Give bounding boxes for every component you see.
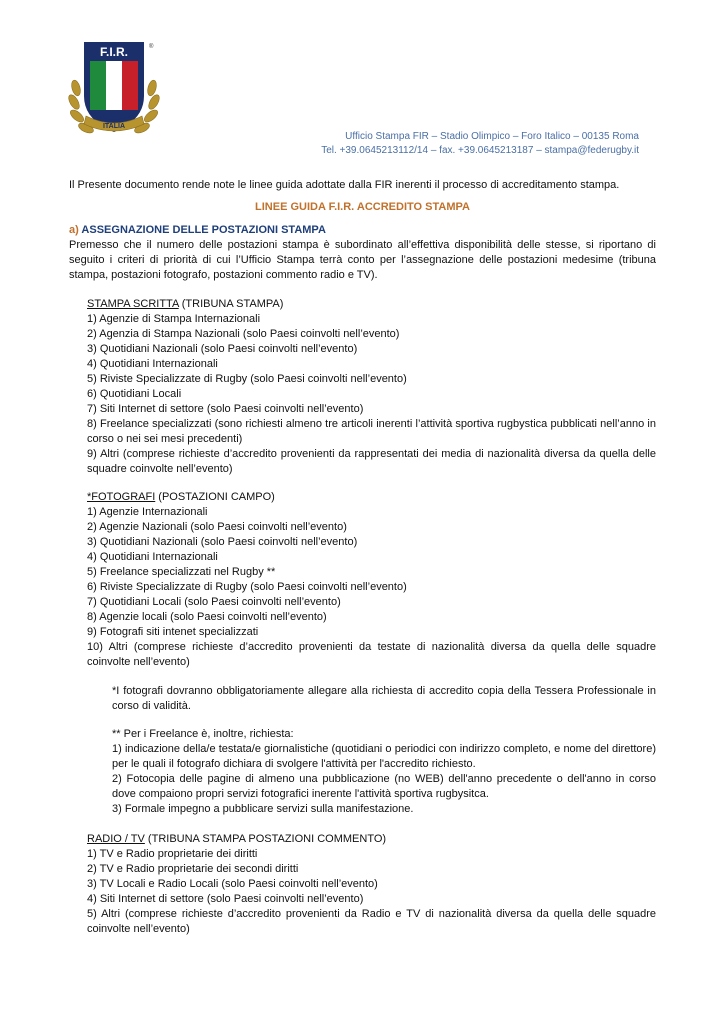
list-item: 1) Agenzie di Stampa Internazionali	[87, 313, 261, 325]
list-item: 2) Agenzie Nazionali (solo Paesi coinvolti nell’evento)	[87, 521, 347, 533]
fir-logo	[66, 38, 162, 144]
list-item: 8) Agenzie locali (solo Paesi coinvolti nell’evento)	[87, 611, 327, 623]
list-item: 10) Altri (comprese richieste d’accredito provenienti da testate di nazionalità diversa da quella delle squadre coinvolte nell’evento)	[87, 641, 656, 668]
list-item: 1) Agenzie Internazionali	[87, 506, 208, 518]
list-item: 5) Freelance specializzati nel Rugby **	[87, 566, 276, 578]
requirements-heading: ** Per i Freelance è, inoltre, richiesta:	[112, 728, 294, 740]
list-item: 7) Quotidiani Locali (solo Paesi coinvolti nell’evento)	[87, 596, 341, 608]
office-address: Ufficio Stampa FIR – Stadio Olimpico – Foro Italico – 00135 Roma	[345, 131, 639, 142]
list-item: 4) Quotidiani Internazionali	[87, 551, 218, 563]
list-item: 1) indicazione della/e testata/e giornalistiche (quotidiani o periodici con indirizzo completo, e nome del direttore) per le quali il fotografo dichiara di svolgere l'attività per l'accredito richiesto.	[112, 743, 656, 770]
intro-text: Il Presente documento rende note le linee guida adottate dalla FIR inerenti il processo di accreditamento stampa.	[69, 179, 620, 191]
logo-top-text: F.I.R.	[99, 45, 129, 59]
list-item: 6) Riviste Specializzate di Rugby (solo Paesi coinvolti nell’evento)	[87, 581, 407, 593]
section-a-title	[69, 224, 326, 236]
list-item: 3) TV Locali e Radio Locali (solo Paesi coinvolti nell’evento)	[87, 878, 378, 890]
list-heading: STAMPA SCRITTA (TRIBUNA STAMPA)	[87, 298, 284, 310]
list-heading: *FOTOGRAFI (POSTAZIONI CAMPO)	[87, 491, 275, 503]
list-item: 8) Freelance specializzati (sono richiesti almeno tre articoli inerenti l’attività sportiva rugbystica pubblicati nell’anno in corso o nei sei mesi precedenti)	[87, 418, 656, 445]
freelance-requirements	[112, 727, 656, 817]
list-item: 3) Formale impegno a pubblicare servizi sulla manifestazione.	[112, 803, 414, 815]
radio-tv-list	[87, 832, 656, 937]
fotografi-note: *I fotografi dovranno obbligatoriamente allegare alla richiesta di accredito copia della Tessera Professionale in corso di validità.	[112, 685, 656, 712]
registered-mark: ®	[149, 44, 154, 50]
list-item: 9) Altri (comprese richieste d’accredito provenienti da rappresentati dei media di nazionalità diversa da quella delle squadre coinvolte nell’evento)	[87, 448, 656, 475]
list-item: 3) Quotidiani Nazionali (solo Paesi coinvolti nell’evento)	[87, 343, 358, 355]
list-item: 5) Riviste Specializzate di Rugby (solo Paesi coinvolti nell’evento)	[87, 373, 407, 385]
section-a-paragraph: Premesso che il numero delle postazioni stampa è subordinato all’effettiva disponibilità delle stesse, si riportano di seguito i criteri di priorità di cui l’Ufficio Stampa terrà conto per l’assegnazione delle postazioni medesime (tribuna stampa, postazioni fotografo, postazioni commento radio e TV).	[69, 239, 656, 281]
document-title: LINEE GUIDA F.I.R. ACCREDITO STAMPA	[255, 201, 470, 213]
fotografi-list	[87, 490, 656, 670]
list-item: 2) Agenzia di Stampa Nazionali (solo Paesi coinvolti nell’evento)	[87, 328, 400, 340]
office-phone-email: Tel. +39.0645213112/14 – fax. +39.0645213187 – stampa@federugby.it	[321, 145, 639, 156]
office-contact	[321, 130, 639, 158]
list-item: 2) TV e Radio proprietarie dei secondi diritti	[87, 863, 299, 875]
section-title-text: ASSEGNAZIONE DELLE POSTAZIONI STAMPA	[78, 224, 326, 236]
list-item: 6) Quotidiani Locali	[87, 388, 182, 400]
list-item: 3) Quotidiani Nazionali (solo Paesi coinvolti nell’evento)	[87, 536, 358, 548]
logo-band-text: ITALIA	[102, 123, 126, 130]
list-item: 1) TV e Radio proprietarie dei diritti	[87, 848, 258, 860]
list-item: 7) Siti Internet di settore (solo Paesi coinvolti nell’evento)	[87, 403, 364, 415]
list-heading: RADIO / TV (TRIBUNA STAMPA POSTAZIONI COMMENTO)	[87, 833, 387, 845]
list-item: 5) Altri (comprese richieste d’accredito provenienti da Radio e TV di nazionalità diversa da quella delle squadre coinvolte nell’evento)	[87, 908, 656, 935]
list-item: 9) Fotografi siti intenet specializzati	[87, 626, 259, 638]
list-item: 2) Fotocopia delle pagine di almeno una pubblicazione (no WEB) dell'anno precedente o dell'anno in corso dove compaiono propri servizi fotografici inerente l'attività sportiva rugbysitca.	[112, 773, 656, 800]
section-letter: a)	[69, 224, 79, 236]
list-item: 4) Quotidiani Internazionali	[87, 358, 218, 370]
list-item: 4) Siti Internet di settore (solo Paesi coinvolti nell’evento)	[87, 893, 364, 905]
stampa-scritta-list	[87, 297, 656, 477]
